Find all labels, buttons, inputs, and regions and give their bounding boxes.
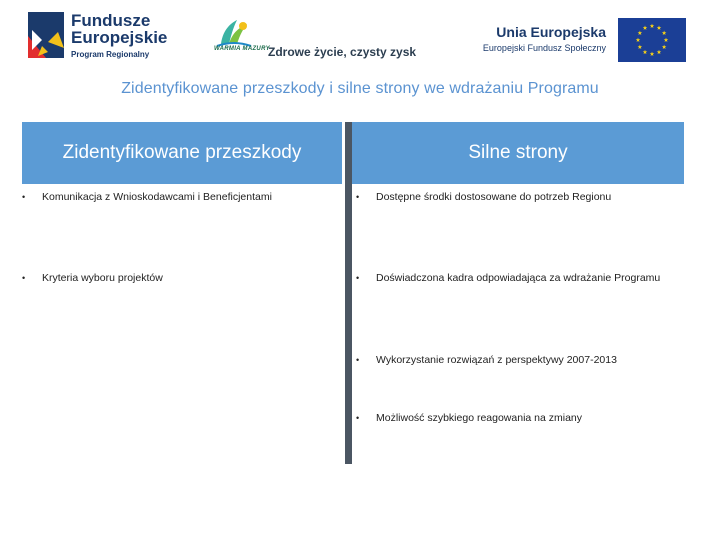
list-item — [22, 190, 272, 204]
fundusze-line1: Fundusze — [71, 11, 151, 30]
eu-text — [440, 24, 606, 53]
fundusze-europejskie-text — [71, 12, 167, 59]
eu-line2: Europejski Fundusz Społeczny — [482, 43, 606, 53]
eu-line1: Unia Europejska — [496, 24, 606, 40]
list-item — [356, 411, 676, 425]
left-column-header: Zidentyfikowane przeszkody — [22, 122, 342, 184]
warmia-mazury-logo-icon — [213, 16, 255, 60]
eu-flag-icon — [618, 18, 686, 62]
list-item — [356, 271, 676, 285]
warmia-mazury-sub: WARMIA MAZURY — [214, 46, 270, 52]
bullet: • — [356, 413, 360, 423]
list-item — [356, 190, 676, 204]
bullet: • — [22, 192, 26, 202]
bullet: • — [356, 355, 360, 365]
fundusze-europejskie-logo-icon — [28, 12, 64, 58]
list-item — [356, 353, 676, 367]
warmia-mazury-tagline: Zdrowe życie, czysty zysk — [268, 45, 417, 59]
obstacle-text: Komunikacja z Wnioskodawcami i Beneficjentami — [42, 191, 272, 203]
right-column-header: Silne strony — [352, 122, 684, 184]
bullet: • — [356, 192, 360, 202]
logo-bar — [0, 0, 720, 72]
page-title: Zidentyfikowane przeszkody i silne strony we wdrażaniu Programu — [121, 80, 599, 97]
fundusze-line2: Europejskie — [71, 28, 168, 47]
column-divider — [345, 122, 352, 464]
strength-text: Wykorzystanie rozwiązań z perspektywy 2007-2013 — [376, 354, 617, 366]
obstacle-text: Kryteria wyboru projektów — [42, 272, 163, 284]
fundusze-line3: Program Regionalny — [71, 50, 150, 59]
list-item — [22, 271, 163, 285]
bullet: • — [356, 273, 360, 283]
strength-text: Możliwość szybkiego reagowania na zmiany — [376, 412, 583, 424]
strength-text: Doświadczona kadra odpowiadająca za wdrażanie Programu — [376, 272, 661, 284]
strength-text: Dostępne środki dostosowane do potrzeb Regionu — [376, 191, 612, 203]
bullet: • — [22, 273, 26, 283]
